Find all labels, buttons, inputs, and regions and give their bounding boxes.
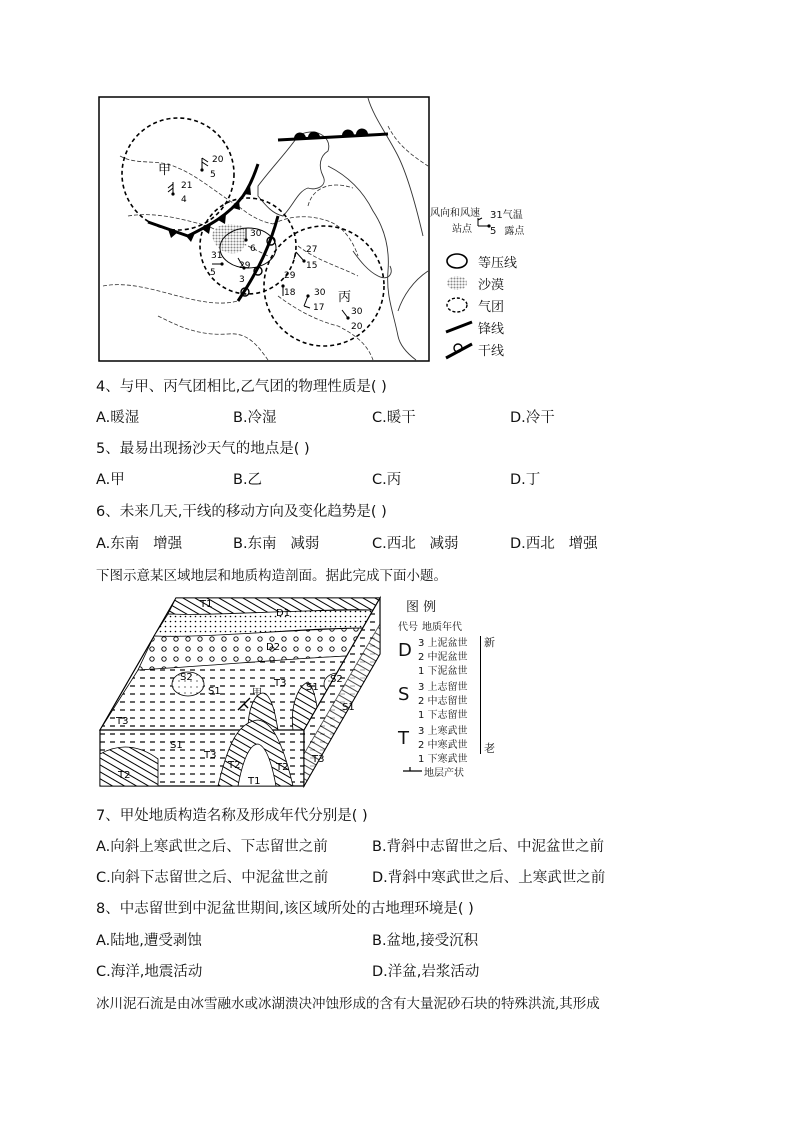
legend-T3: 3 上寒武世: [418, 726, 468, 737]
airmass-legend-icon: [444, 296, 470, 314]
legend-col-age: 地质年代: [422, 622, 462, 633]
q7-option-a[interactable]: A.向斜上寒武世之后、下志留世之前: [96, 839, 328, 855]
geo-label-T3-right: T3: [312, 754, 325, 765]
legend-S: S: [398, 684, 410, 705]
geo-label-S2-left: S2: [180, 672, 193, 683]
legend-title: 图 例: [406, 600, 437, 615]
svg-text:30: 30: [351, 307, 363, 317]
q8-option-b[interactable]: B.盆地,接受沉积: [372, 933, 479, 949]
svg-text:31: 31: [211, 251, 223, 261]
legend-T1: 1 下寒武世: [418, 754, 468, 765]
legend-col-code: 代号: [398, 622, 418, 633]
q7-option-d[interactable]: D.背斜中寒武世之后、上寒武世之前: [372, 870, 606, 886]
q4-option-b[interactable]: B.冷湿: [233, 410, 277, 426]
legend-S2: 2 中志留世: [418, 696, 468, 707]
geo-label-D1: D1: [276, 608, 291, 619]
svg-text:20: 20: [212, 155, 224, 165]
svg-text:5: 5: [210, 170, 216, 180]
legend-new: 新: [484, 636, 495, 649]
geo-label-D2: D2: [266, 642, 281, 653]
svg-text:5: 5: [210, 268, 216, 278]
question-4: 4、与甲、丙气团相比,乙气团的物理性质是( ): [96, 379, 387, 395]
geo-label-S2-right: S2: [330, 674, 343, 685]
intro-geology: 下图示意某区域地层和地质构造剖面。据此完成下面小题。: [96, 568, 447, 584]
station-key-label-2: 站点: [452, 224, 472, 235]
legend-T: T: [398, 728, 409, 749]
q8-option-c[interactable]: C.海洋,地震活动: [96, 964, 203, 980]
geo-label-S1-front: S1: [170, 740, 183, 751]
legend-desert: 沙漠: [478, 278, 505, 293]
q5-option-b[interactable]: B.乙: [233, 472, 263, 488]
geo-label-S1-left: S1: [208, 686, 221, 697]
station-key-t-label: 气温: [502, 210, 523, 221]
legend-attitude: 地层产状: [424, 768, 464, 779]
legend-axis-line: [480, 636, 481, 754]
svg-text:3: 3: [239, 275, 245, 285]
svg-text:17: 17: [313, 303, 325, 313]
geo-label-jia: 甲: [252, 688, 262, 699]
q4-option-a[interactable]: A.暖湿: [96, 410, 140, 426]
svg-text:30: 30: [314, 288, 326, 298]
svg-text:21: 21: [181, 181, 193, 191]
geology-block-diagram: [98, 594, 390, 788]
station-key-d-label: 露点: [504, 226, 525, 237]
geo-label-T2-right: T2: [276, 762, 289, 773]
svg-text:29: 29: [284, 271, 296, 281]
legend-D2: 2 中泥盆世: [418, 652, 468, 663]
legend-old: 老: [484, 742, 495, 755]
geo-label-T3-top: T3: [274, 678, 287, 689]
desert-legend-icon: [444, 274, 470, 292]
q8-option-d[interactable]: D.洋盆,岩浆活动: [372, 964, 480, 980]
q7-option-c[interactable]: C.向斜下志留世之后、中泥盆世之前: [96, 870, 329, 886]
geo-label-T1-top: T1: [200, 599, 213, 610]
q5-option-d[interactable]: D.丁: [510, 472, 541, 488]
question-6: 6、未来几天,干线的移动方向及变化趋势是( ): [96, 504, 387, 520]
legend-S1: 1 下志留世: [418, 710, 468, 721]
legend-D3: 3 上泥盆世: [418, 638, 468, 649]
svg-text:15: 15: [306, 261, 318, 271]
legend-airmass: 气团: [478, 300, 505, 315]
legend-D1: 1 下泥盆世: [418, 666, 468, 677]
q5-option-c[interactable]: C.丙: [372, 472, 402, 488]
label-jia: 甲: [158, 163, 172, 178]
dryline-legend-icon: [444, 340, 474, 360]
q6-option-c[interactable]: C.西北 减弱: [372, 536, 459, 552]
map-frame: [99, 97, 429, 361]
label-bing: 丙: [338, 290, 352, 305]
attitude-legend-icon: [402, 766, 424, 776]
front-legend-icon: [444, 318, 474, 336]
svg-text:18: 18: [284, 288, 296, 298]
question-5: 5、最易出现扬沙天气的地点是( ): [96, 441, 310, 457]
question-8: 8、中志留世到中泥盆世期间,该区域所处的古地理环境是( ): [96, 901, 474, 917]
geo-label-S1-far: S1: [342, 702, 355, 713]
svg-text:29: 29: [239, 261, 251, 271]
q6-option-a[interactable]: A.东南 增强: [96, 536, 183, 552]
legend-isobar: 等压线: [478, 256, 518, 271]
q4-option-c[interactable]: C.暖干: [372, 410, 416, 426]
svg-text:6: 6: [250, 244, 256, 254]
map-legend: [430, 200, 570, 365]
intro-glacier: 冰川泥石流是由冰雪融水或冰湖溃决冲蚀形成的含有大量泥砂石块的特殊洪流,其形成: [96, 996, 600, 1012]
station-key-t: 31: [490, 210, 503, 221]
question-7: 7、甲处地质构造名称及形成年代分别是( ): [96, 808, 368, 824]
svg-text:27: 27: [306, 245, 318, 255]
legend-front: 锋线: [478, 322, 505, 337]
q7-option-b[interactable]: B.背斜中志留世之后、中泥盆世之前: [372, 839, 605, 855]
geology-legend: [396, 596, 506, 779]
geo-label-S1-right: S1: [306, 682, 319, 693]
geo-label-T2-front: T2: [228, 760, 241, 771]
station-key-label-1: 风向和风速: [430, 208, 480, 219]
isobar-legend-icon: [444, 252, 470, 270]
q4-option-d[interactable]: D.冷干: [510, 410, 555, 426]
legend-D: D: [398, 640, 412, 661]
q6-option-b[interactable]: B.东南 减弱: [233, 536, 320, 552]
svg-text:4: 4: [181, 195, 187, 205]
q6-option-d[interactable]: D.西北 增强: [510, 536, 598, 552]
legend-T2: 2 中寒武世: [418, 740, 468, 751]
svg-text:30: 30: [250, 229, 262, 239]
q5-option-a[interactable]: A.甲: [96, 472, 125, 488]
geo-label-T2-left: T2: [118, 770, 131, 781]
weather-map: [98, 96, 432, 364]
geo-label-T1-front: T1: [248, 776, 261, 787]
legend-dryline: 干线: [478, 344, 505, 359]
geo-label-T3-left: T3: [116, 716, 129, 727]
station-key-d: 5: [490, 226, 497, 237]
geo-label-T3-front: T3: [204, 750, 217, 761]
q8-option-a[interactable]: A.陆地,遭受剥蚀: [96, 933, 202, 949]
legend-S3: 3 上志留世: [418, 682, 468, 693]
svg-text:20: 20: [351, 322, 363, 332]
